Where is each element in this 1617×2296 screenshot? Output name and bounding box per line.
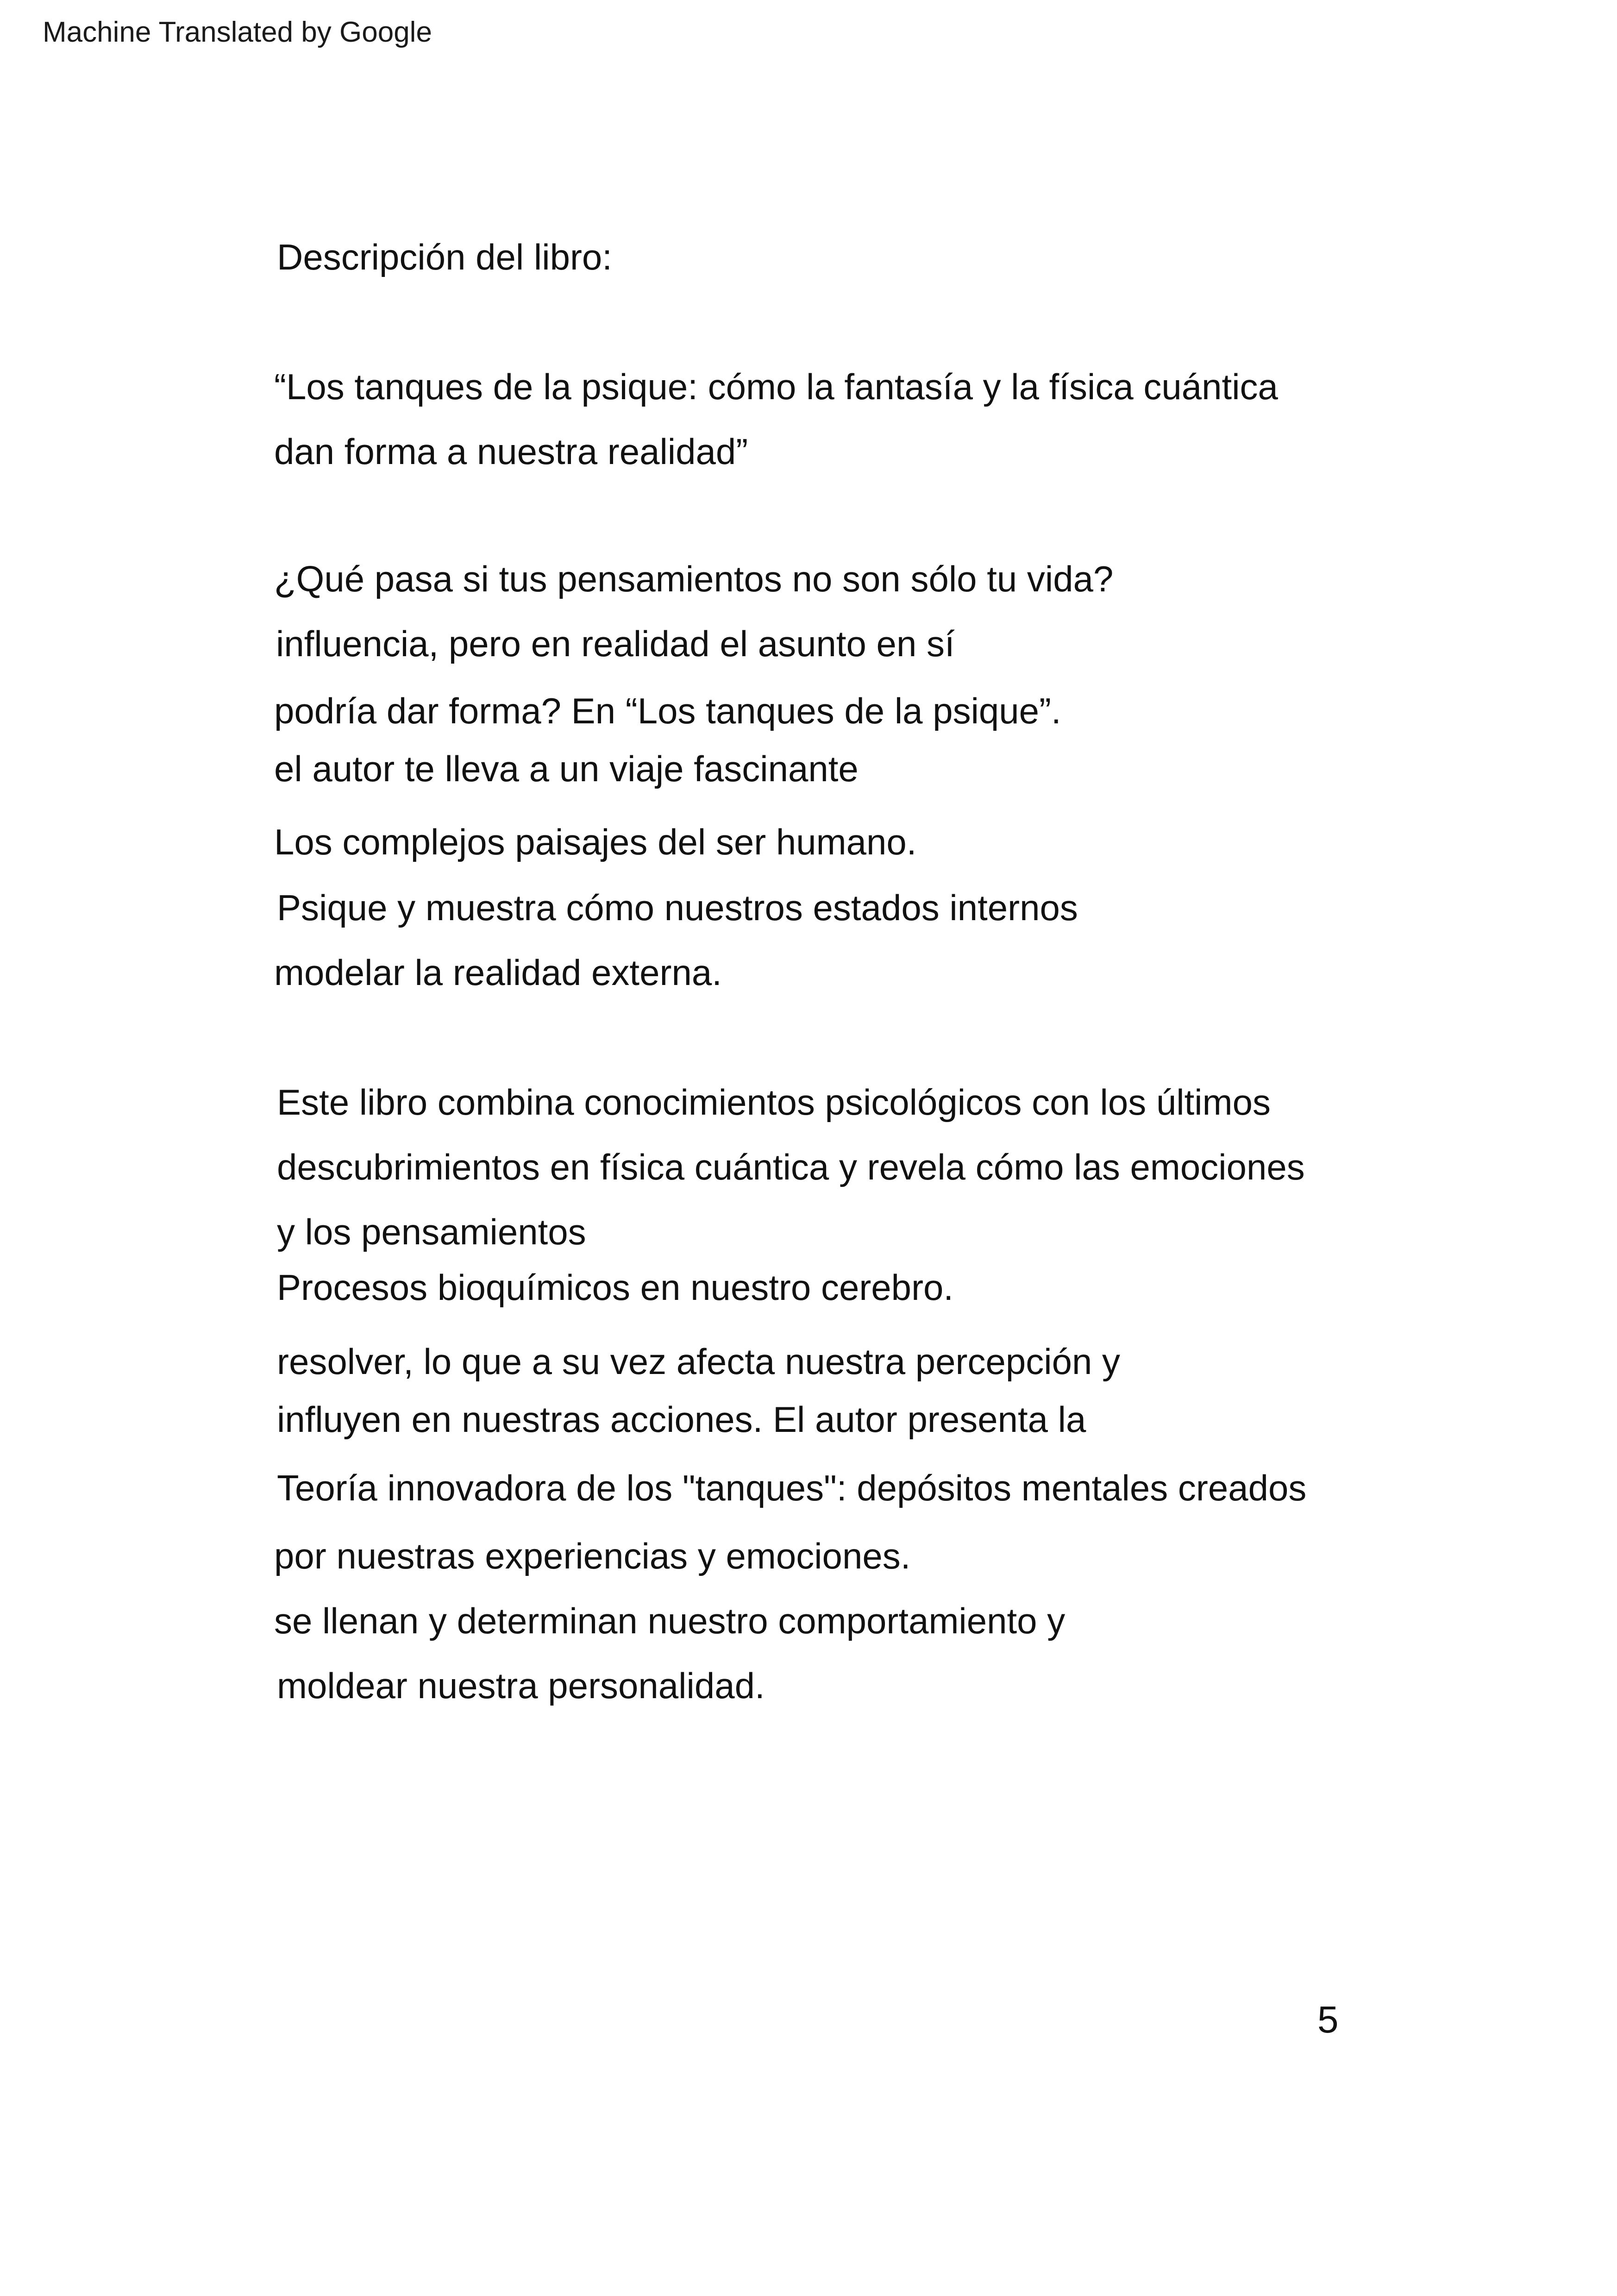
text-line: descubrimientos en física cuántica y revela cómo las emociones (277, 1147, 1305, 1187)
text-line: y los pensamientos (277, 1211, 586, 1252)
text-line: Psique y muestra cómo nuestros estados internos (277, 887, 1078, 928)
text-line: influyen en nuestras acciones. El autor presenta la (277, 1399, 1086, 1440)
text-line: se llenan y determinan nuestro comportamiento y (274, 1600, 1065, 1641)
text-line: Los complejos paisajes del ser humano. (274, 822, 917, 862)
text-line: el autor te lleva a un viaje fascinante (274, 748, 859, 789)
title-line: dan forma a nuestra realidad” (274, 431, 748, 472)
text-line: podría dar forma? En “Los tanques de la psique”. (274, 690, 1061, 731)
text-line: Teoría innovadora de los "tanques": depósitos mentales creados (277, 1468, 1307, 1508)
text-line: por nuestras experiencias y emociones. (274, 1536, 911, 1576)
text-line: Este libro combina conocimientos psicológicos con los últimos (277, 1082, 1271, 1123)
description-heading: Descripción del libro: (277, 237, 612, 277)
text-line: resolver, lo que a su vez afecta nuestra percepción y (277, 1341, 1121, 1382)
machine-translation-banner: Machine Translated by Google (43, 16, 432, 48)
page-number: 5 (1317, 1999, 1339, 2041)
text-line: modelar la realidad externa. (274, 952, 722, 993)
text-line: Procesos bioquímicos en nuestro cerebro. (277, 1267, 954, 1308)
text-line: ¿Qué pasa si tus pensamientos no son sólo tu vida? (274, 558, 1114, 599)
text-line: moldear nuestra personalidad. (277, 1665, 765, 1706)
text-line: influencia, pero en realidad el asunto en sí (276, 623, 955, 664)
title-line: “Los tanques de la psique: cómo la fantasía y la física cuántica (274, 366, 1278, 407)
